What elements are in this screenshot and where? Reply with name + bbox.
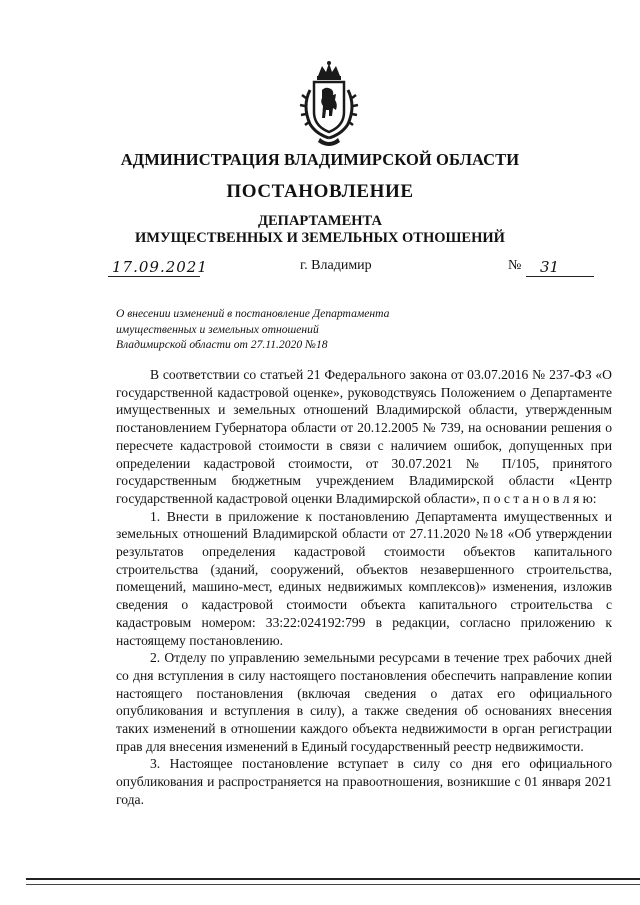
- item-2-paragraph: 2. Отделу по управлению земельными ресурсами в течение трех рабочих дней со дня вступления в силу настоящего постановления обеспечить направление копии настоящего постановления (включая сведения о датах его официального опубликования и вступления в силу), а также сведения об основаниях внесения таких изменений в отношении каждого объекта недвижимости в орган регистрации прав для внесения изменений в Единый государственный реестр недвижимости.: [116, 650, 612, 754]
- administration-title: АДМИНИСТРАЦИЯ ВЛАДИМИРСКОЙ ОБЛАСТИ: [120, 150, 520, 169]
- number-sign: №: [508, 258, 522, 273]
- item-1-paragraph: 1. Внести в приложение к постановлению Департамента имущественных и земельных отношений Владимирской области от 27.11.2020 №18 «Об утверждении результатов определения кадастровой стоимости объектов капитального строительства (зданий, сооружений, объектов незавершенного строительства, помещений, машино-мест, единых недвижимых комплексов)» изменения, изложив сведения о кадастровой стоимости объекта капитального строительства с кадастровым номером: 33:22:024192:799 в редакции, согласно приложению к настоящему постановлению.: [116, 508, 612, 648]
- coat-of-arms-icon: [296, 60, 362, 146]
- department-title-line1: ДЕПАРТАМЕНТА: [258, 213, 382, 229]
- footer-rule-thin: [26, 884, 640, 885]
- date-underline: [108, 276, 200, 277]
- subject-line: Владимирской области от 27.11.2020 №18: [116, 338, 328, 351]
- number-underline: [526, 276, 594, 277]
- preamble-paragraph: В соответствии со статьей 21 Федерального закона от 03.07.2016 № 237-ФЗ «О государственной кадастровой оценке», руководствуясь Положением о Департаменте имущественных и земельных отношений Владимирской области, утвержденным постановлением Губернатора области от 20.12.2005 № 739, на основании решения о пересчете кадастровой стоимости в связи с наличием ошибок, допущенных при определении кадастровой стоимости, от 30.07.2021 № П/105, принятого государственным бюджетным учреждением Владимирской области «Центр государственной кадастровой оценки Владимирской области», п о с т а н о в л я ю:: [116, 367, 612, 506]
- document-number: 31: [540, 258, 560, 276]
- document-city: г. Владимир: [300, 258, 372, 273]
- item-3-paragraph: 3. Настоящее постановление вступает в силу со дня его официального опубликования и распространяется на правоотношения, возникшие с 01 января 2021 года.: [116, 756, 612, 807]
- subject-line: О внесении изменений в постановление Департамента: [116, 307, 390, 320]
- document-subject: [116, 306, 446, 353]
- document-body: [116, 366, 612, 809]
- document-date: 17.09.2021: [112, 258, 208, 276]
- subject-line: имущественных и земельных отношений: [116, 322, 319, 336]
- footer-rule: [26, 878, 640, 880]
- department-title-line2: ИМУЩЕСТВЕННЫХ И ЗЕМЕЛЬНЫХ ОТНОШЕНИЙ: [135, 230, 505, 246]
- document-type-title: ПОСТАНОВЛЕНИЕ: [226, 181, 414, 202]
